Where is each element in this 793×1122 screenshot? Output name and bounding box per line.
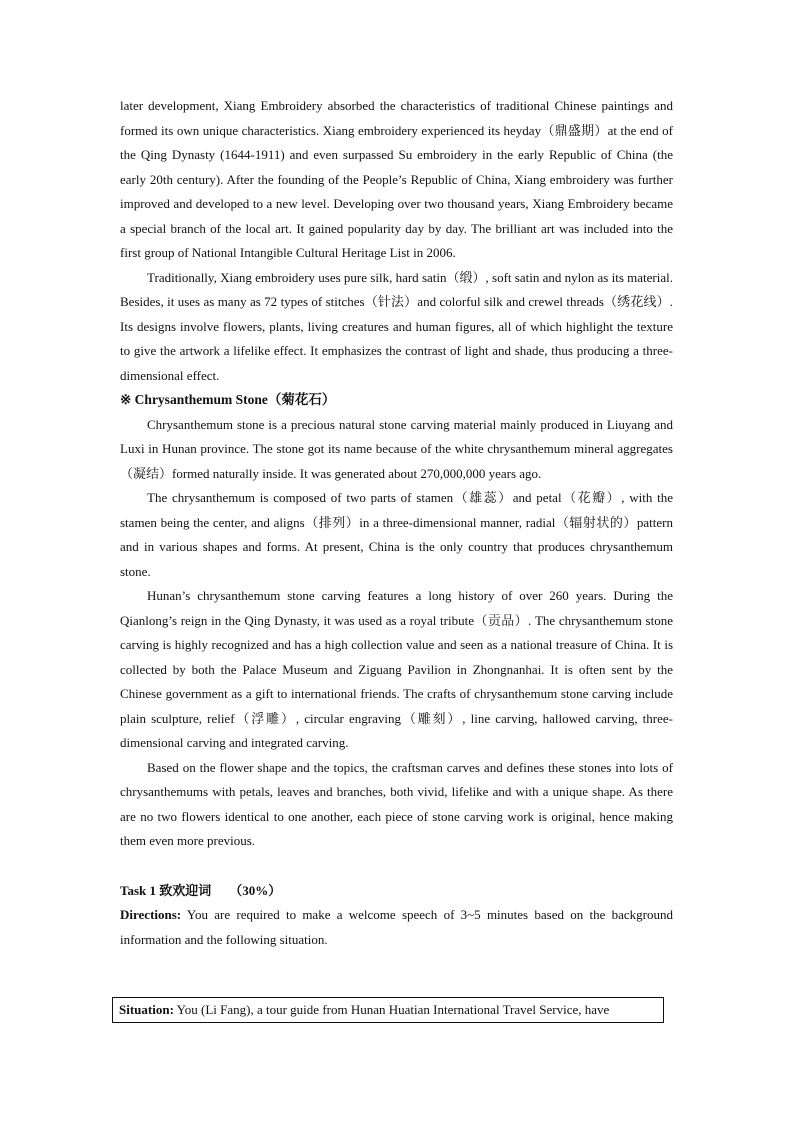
xiang-paragraph-1: later development, Xiang Embroidery absorbed the characteristics of traditional Chinese paintings and formed its own unique characteristics. Xiang embroidery experienced its heyday（鼎盛期）at the end of the Qing Dynasty (1644-1911) and even surpassed Su embroidery in the early Republic of China (the early 20th century). After the founding of the People’s Republic of China, Xiang embroidery was further improved and developed to a new level. Developing over two thousand years, Xiang Embroidery became a special branch of the local art. It gained popularity day by day. The brilliant art was included into the first group of National Intangible Cultural Heritage List in 2006. [120, 98, 673, 260]
task-title [120, 879, 673, 904]
task-directions [120, 903, 673, 952]
chrysanthemum-paragraph-2: The chrysanthemum is composed of two parts of stamen（雄蕊）and petal（花瓣）, with the stamen being the center, and aligns（排列）in a three-dimensional manner, radial（辐射状的）pattern and in various shapes and forms. At present, China is the only country that produces chrysanthemum stone. [120, 490, 673, 579]
task-percent: （30%） [229, 882, 282, 898]
situation-label: Situation: [119, 1002, 174, 1017]
section-spacer [120, 854, 673, 879]
chrysanthemum-paragraph-4: Based on the flower shape and the topics, the craftsman carves and defines these stones into lots of chrysanthemums with petals, leaves and branches, both vivid, lifelike and with a unique shape. As there are no two flowers identical to one another, each piece of stone carving work is original, hence making them even more previous. [120, 759, 673, 848]
situation-box [112, 997, 664, 1023]
directions-label: Directions: [120, 907, 182, 922]
directions-text: You are required to make a welcome speech of 3~5 minutes based on the background information and the following situation. [120, 907, 673, 947]
task-title-text: Task 1 致欢迎词 [120, 882, 212, 898]
chrysanthemum-paragraph-3: Hunan’s chrysanthemum stone carving features a long history of over 260 years. During the Qianlong’s reign in the Qing Dynasty, it was used as a royal tribute（贡品）. The chrysanthemum stone carving is highly recognized and has a high collection value and seen as a national treasure of China. It is collected by both the Palace Museum and Ziguang Pavilion in Zhongnanhai. It is often sent by the Chinese government as a gift to international friends. The crafts of chrysanthemum stone carving include plain sculpture, relief（浮雕）, circular engraving（雕刻）, line carving, hallowed carving, three-dimensional carving and integrated carving. [120, 588, 673, 750]
chrysanthemum-paragraph-1: Chrysanthemum stone is a precious natural stone carving material mainly produced in Liuyang and Luxi in Hunan province. The stone got its name because of the white chrysanthemum mineral aggregates（凝结）formed naturally inside. It was generated about 270,000,000 years ago. [120, 416, 673, 481]
document-body [120, 94, 673, 952]
situation-text: You (Li Fang), a tour guide from Hunan Huatian International Travel Service, have [173, 1002, 610, 1017]
chrysanthemum-heading: ※ Chrysanthemum Stone（菊花石） [120, 392, 336, 407]
xiang-paragraph-2: Traditionally, Xiang embroidery uses pure silk, hard satin（缎）, soft satin and nylon as its material. Besides, it uses as many as 72 types of stitches（针法）and colorful silk and crewel threads（绣花线）. Its designs involve flowers, plants, living creatures and human figures, all of which highlight the texture to give the artwork a lifelike effect. It emphasizes the contrast of light and shade, thus producing a three-dimensional effect. [120, 269, 673, 383]
